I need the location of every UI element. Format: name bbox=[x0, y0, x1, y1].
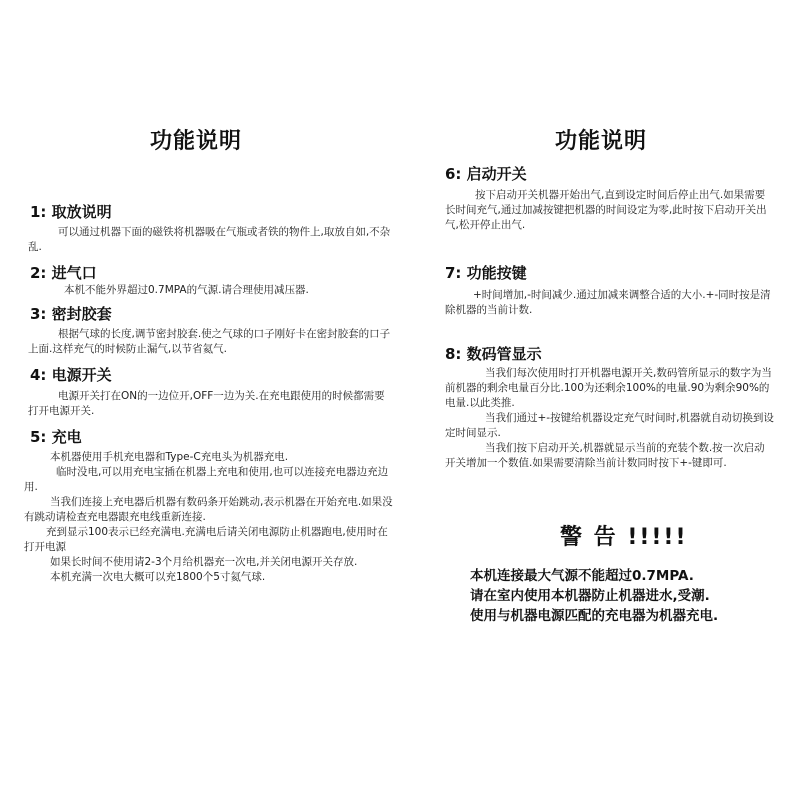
section-6-heading: 6: 启动开关 bbox=[445, 165, 527, 183]
section-5-heading: 5: 充电 bbox=[30, 428, 82, 446]
section-4-text: 电源开关打在ON的一边位开,OFF一边为关.在充电跟使用的时候都需要打开电源开关. bbox=[28, 390, 385, 417]
section-5-para-4: 充到显示100表示已经充满电.充满电后请关闭电源防止机器跑电,使用时在打开电源 bbox=[24, 526, 388, 553]
warning-title: 警 告 !!!!! bbox=[560, 525, 688, 550]
section-5-para-1: 本机器使用手机充电器和Type-C充电头为机器充电. bbox=[50, 451, 289, 463]
warning-line-2: 请在室内使用本机器防止机器进水,受潮. bbox=[470, 588, 710, 604]
section-5-body bbox=[24, 450, 396, 585]
section-1-text: 可以通过机器下面的磁铁将机器吸在气瓶或者铁的物件上,取放自如,不杂乱. bbox=[28, 226, 391, 253]
section-6-text: 按下启动开关机器开始出气,直到设定时间后停止出气.如果需要长时间充气,通过加减按键把机器的时间设定为零,此时按下启动开关出气,松开停止出气. bbox=[445, 189, 767, 231]
warning-block bbox=[470, 566, 718, 626]
section-7-text: +时间增加,-时间减少.通过加减来调整合适的大小.+-同时按是清除机器的当前计数. bbox=[445, 289, 771, 316]
section-8-heading: 8: 数码管显示 bbox=[445, 345, 542, 363]
section-5-para-3: 当我们连接上充电器后机器有数码条开始跳动,表示机器在开始充电.如果没有跳动请检查充电器跟充电线重新连接. bbox=[24, 496, 393, 523]
section-8-body bbox=[445, 366, 775, 471]
section-4-heading: 4: 电源开关 bbox=[30, 366, 112, 384]
section-8-para-3: 当我们按下启动开关,机器就显示当前的充装个数.按一次启动开关增加一个数值.如果需要清除当前计数同时按下+-键即可. bbox=[445, 442, 765, 469]
warning-line-3: 使用与机器电源匹配的充电器为机器充电. bbox=[470, 608, 719, 624]
warning-line-1: 本机连接最大气源不能超过0.7MPA. bbox=[470, 568, 694, 584]
section-2-text: 本机不能外界超过0.7MPA的气源.请合理使用减压器. bbox=[64, 284, 309, 296]
section-2-heading: 2: 进气口 bbox=[30, 264, 97, 282]
right-page-title: 功能说明 bbox=[555, 129, 648, 154]
section-7-heading: 7: 功能按键 bbox=[445, 264, 527, 282]
section-5-para-2: 临时没电,可以用充电宝插在机器上充电和使用,也可以连接充电器边充边用. bbox=[24, 466, 389, 493]
section-3-text: 根据气球的长度,调节密封胶套.使之气球的口子刚好卡在密封胶套的口子上面.这样充气的时候防止漏气,以节省氦气. bbox=[28, 328, 391, 355]
section-3-heading: 3: 密封胶套 bbox=[30, 305, 112, 323]
section-5-para-5: 如果长时间不使用请2-3个月给机器充一次电,并关闭电源开关存放. bbox=[50, 556, 358, 568]
section-8-para-1: 当我们每次使用时打开机器电源开关,数码管所显示的数字为当前机器的剩余电量百分比.100为还剩余100%的电量.90为剩余90%的电量.以此类推. bbox=[445, 367, 772, 409]
section-8-para-2: 当我们通过+-按键给机器设定充气时间时,机器就自动切换到设定时间显示. bbox=[445, 412, 774, 439]
section-5-para-6: 本机充满一次电大概可以充1800个5寸氦气球. bbox=[50, 571, 266, 583]
left-page-title: 功能说明 bbox=[150, 129, 243, 154]
section-1-heading: 1: 取放说明 bbox=[30, 203, 112, 221]
